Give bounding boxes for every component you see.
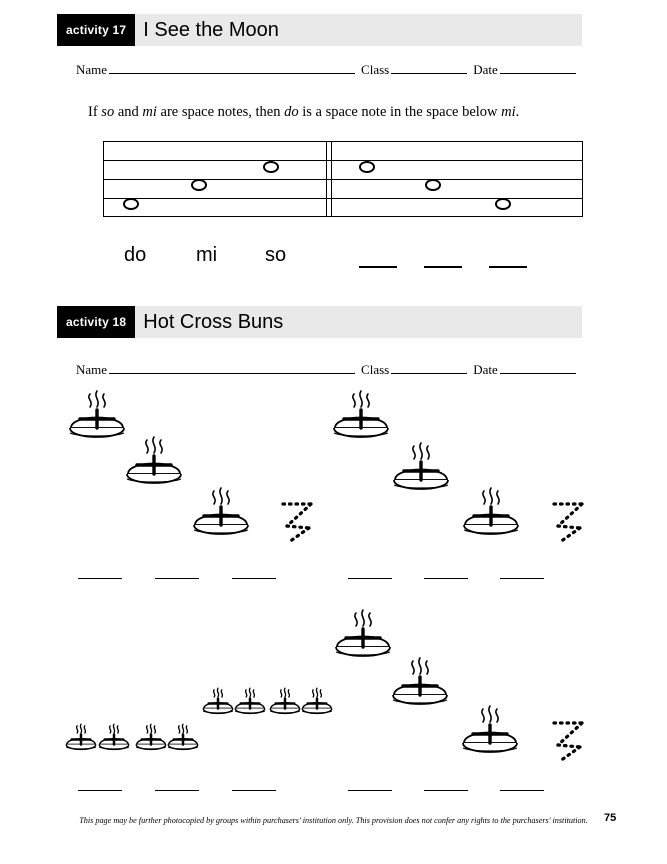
bun-icon — [459, 703, 521, 763]
notehead-do-1 — [123, 198, 139, 210]
quarter-rest-icon — [548, 717, 590, 765]
activity-header-18 — [57, 306, 582, 338]
instruction-term-so: so — [101, 104, 115, 120]
quarter-rest-icon — [548, 498, 590, 546]
bun-icon — [330, 388, 392, 448]
footer-note: This page may be further photocopied by groups within purchasers' institution only. This provision does not confer any rights to the purchasers' institution. — [79, 816, 588, 825]
class-label-18: Class — [361, 362, 390, 377]
instruction-term-mi-2: mi — [501, 104, 516, 120]
bun-icon-small — [201, 686, 235, 720]
music-staff — [103, 141, 583, 217]
activity-header-17 — [57, 14, 582, 46]
bun-icon-small — [134, 722, 168, 756]
class-rule-18[interactable] — [391, 362, 467, 374]
solfege-mi: mi — [196, 244, 218, 266]
bun-icon-small — [166, 722, 200, 756]
nameline-17 — [76, 62, 582, 78]
answer-blank-row2-2[interactable] — [155, 790, 199, 791]
activity-tag-18: activity 18 — [57, 306, 135, 338]
staff-barline-left — [103, 141, 104, 217]
bun-icon — [123, 434, 185, 494]
bun-icon — [390, 440, 452, 500]
solfege-answer-blank-2[interactable] — [424, 266, 462, 268]
staff-line-5 — [103, 216, 583, 217]
solfege-answer-blank-1[interactable] — [359, 266, 397, 268]
activity-title-18: Hot Cross Buns — [143, 310, 284, 333]
answer-blank-row2-6[interactable] — [500, 790, 544, 791]
quarter-rest-icon — [277, 498, 319, 546]
date-label-18: Date — [473, 362, 498, 377]
name-rule-18[interactable] — [109, 362, 355, 374]
name-rule-17[interactable] — [109, 62, 355, 74]
staff-line-4 — [103, 198, 583, 199]
name-label-18: Name — [76, 362, 108, 377]
answer-blank-row1-1[interactable] — [78, 578, 122, 579]
date-rule-18[interactable] — [500, 362, 576, 374]
notehead-so-2 — [359, 161, 375, 173]
staff-line-2 — [103, 160, 583, 161]
notehead-do-2 — [495, 198, 511, 210]
class-rule-17[interactable] — [391, 62, 467, 74]
instruction-term-mi: mi — [142, 104, 157, 120]
answer-blank-row1-2[interactable] — [155, 578, 199, 579]
notehead-mi-1 — [191, 179, 207, 191]
bun-icon — [332, 607, 394, 667]
notehead-mi-2 — [425, 179, 441, 191]
notehead-so-1 — [263, 161, 279, 173]
answer-blank-row2-1[interactable] — [78, 790, 122, 791]
bun-icon — [460, 485, 522, 545]
staff-barline-right — [582, 141, 583, 217]
bun-icon-small — [268, 686, 302, 720]
bun-icon-small — [97, 722, 131, 756]
activity-tag-17: activity 17 — [57, 14, 135, 46]
answer-blank-row2-4[interactable] — [348, 790, 392, 791]
instruction-term-do: do — [284, 104, 299, 120]
name-label-17: Name — [76, 62, 108, 77]
bun-icon-small — [64, 722, 98, 756]
bun-icon-small — [233, 686, 267, 720]
class-label-17: Class — [361, 62, 390, 77]
answer-blank-row1-4[interactable] — [348, 578, 392, 579]
nameline-18 — [76, 362, 582, 378]
page-number: 75 — [604, 812, 617, 824]
staff-line-1 — [103, 141, 583, 142]
answer-blank-row1-6[interactable] — [500, 578, 544, 579]
staff-barline-middle-a — [326, 141, 327, 217]
answer-blank-row2-5[interactable] — [424, 790, 468, 791]
solfege-answer-blank-3[interactable] — [489, 266, 527, 268]
date-label-17: Date — [473, 62, 498, 77]
solfege-do: do — [124, 244, 147, 266]
bun-icon — [66, 388, 128, 448]
activity-title-17: I See the Moon — [143, 18, 279, 41]
answer-blank-row1-3[interactable] — [232, 578, 276, 579]
date-rule-17[interactable] — [500, 62, 576, 74]
staff-line-3 — [103, 179, 583, 180]
bun-icon — [389, 655, 451, 715]
instruction-17: If so and mi are space notes, then do is a space note in the space below mi. — [88, 104, 520, 120]
answer-blank-row2-3[interactable] — [232, 790, 276, 791]
staff-barline-middle-b — [331, 141, 332, 217]
bun-icon — [190, 485, 252, 545]
bun-icon-small — [300, 686, 334, 720]
solfege-so: so — [265, 244, 287, 266]
answer-blank-row1-5[interactable] — [424, 578, 468, 579]
